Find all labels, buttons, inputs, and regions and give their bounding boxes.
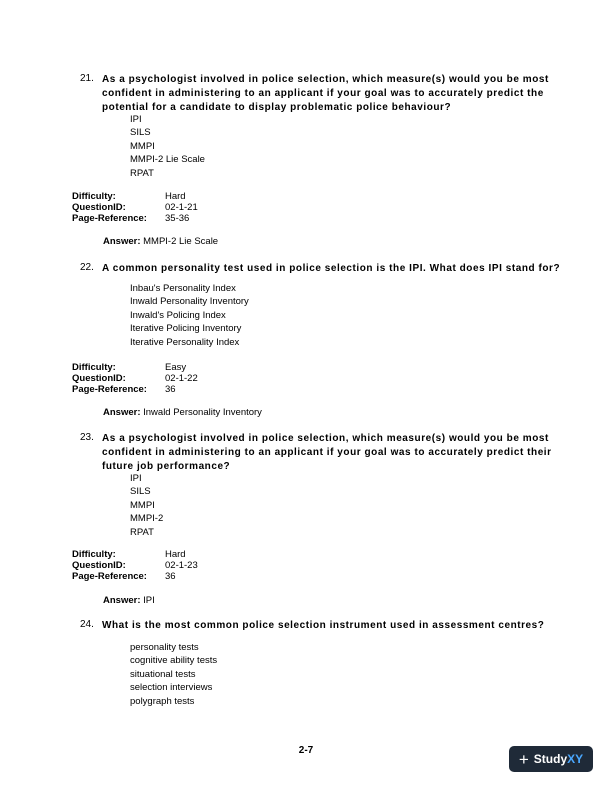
answer bbox=[103, 407, 262, 418]
option-item: IPI bbox=[130, 114, 142, 125]
answer bbox=[103, 595, 155, 606]
question-id-value: 02-1-22 bbox=[165, 373, 198, 385]
option-item: cognitive ability tests bbox=[130, 655, 218, 667]
answer-value: IPI bbox=[143, 595, 155, 606]
page-number: 2-7 bbox=[298, 745, 314, 756]
question-id-label: QuestionID: bbox=[72, 202, 126, 214]
question-text: What is the most common police selection instrument used in assessment centres? bbox=[102, 620, 545, 631]
answer-value: Inwald Personality Inventory bbox=[143, 407, 262, 418]
difficulty-label: Difficulty: bbox=[72, 549, 116, 560]
plus-icon: + bbox=[518, 749, 529, 769]
option-item: selection interviews bbox=[130, 682, 213, 694]
brand-accent: XY bbox=[567, 752, 584, 766]
page-reference-label: Page-Reference: bbox=[72, 213, 147, 225]
answer-label: Answer: bbox=[103, 595, 141, 606]
option-list bbox=[130, 472, 163, 539]
option-item: personality tests bbox=[130, 642, 199, 653]
answer bbox=[103, 236, 218, 247]
difficulty-label: Difficulty: bbox=[72, 191, 116, 202]
question-number: 21. bbox=[80, 73, 94, 84]
option-item: MMPI-2 bbox=[130, 513, 164, 525]
page-reference-label: Page-Reference: bbox=[72, 384, 147, 396]
question-text: As a psychologist involved in police selection, which measure(s) would you be most confident in administering to an applicant if your goal was to accurately predict the potential for a candidate to display problematic police behaviour? bbox=[102, 74, 549, 113]
option-item: situational tests bbox=[130, 668, 196, 680]
option-item: RPAT bbox=[130, 526, 154, 538]
option-item: polygraph tests bbox=[130, 695, 195, 707]
option-list bbox=[130, 113, 205, 180]
page-reference-value: 36 bbox=[165, 384, 176, 396]
option-list bbox=[130, 641, 217, 708]
option-item: MMPI bbox=[130, 140, 155, 152]
option-item: Inwald's Policing Index bbox=[130, 309, 226, 321]
option-item: MMPI-2 Lie Scale bbox=[130, 154, 205, 166]
studyxy-badge[interactable] bbox=[509, 746, 593, 772]
option-item: MMPI bbox=[130, 499, 155, 511]
answer-value: MMPI-2 Lie Scale bbox=[143, 236, 219, 247]
answer-label: Answer: bbox=[103, 236, 141, 247]
question-metadata bbox=[72, 362, 272, 396]
question-number: 23. bbox=[80, 432, 94, 443]
option-item: Iterative Personality Index bbox=[130, 336, 240, 348]
option-item: SILS bbox=[130, 127, 151, 139]
difficulty-value: Hard bbox=[165, 549, 186, 560]
question-text: As a psychologist involved in police selection, which measure(s) would you be most confident in administering to an applicant if your goal was to accurately predict their future job performance? bbox=[102, 433, 552, 472]
question-id-value: 02-1-23 bbox=[165, 560, 198, 572]
difficulty-value: Easy bbox=[165, 362, 187, 373]
question-id-value: 02-1-21 bbox=[165, 202, 198, 214]
question-id-label: QuestionID: bbox=[72, 373, 126, 385]
option-item: SILS bbox=[130, 486, 151, 498]
question-number: 24. bbox=[80, 619, 94, 630]
difficulty-label: Difficulty: bbox=[72, 362, 116, 373]
brand-main: Study bbox=[533, 752, 568, 766]
option-item: Iterative Policing Inventory bbox=[130, 323, 242, 335]
question-text: A common personality test used in police selection is the IPI. What does IPI stand for? bbox=[102, 263, 561, 274]
question-id-label: QuestionID: bbox=[72, 560, 126, 572]
option-item: Inbau's Personality Index bbox=[130, 283, 236, 294]
question-metadata bbox=[72, 549, 272, 583]
page-reference-value: 36 bbox=[165, 571, 176, 583]
page-reference-value: 35-36 bbox=[165, 213, 190, 225]
page-reference-label: Page-Reference: bbox=[72, 571, 147, 583]
option-item: IPI bbox=[130, 473, 142, 484]
question-metadata bbox=[72, 191, 272, 225]
question-number: 22. bbox=[80, 262, 94, 273]
option-item: Inwald Personality Inventory bbox=[130, 296, 249, 308]
option-item: RPAT bbox=[130, 167, 154, 179]
option-list bbox=[130, 282, 249, 349]
answer-label: Answer: bbox=[103, 407, 141, 418]
difficulty-value: Hard bbox=[165, 191, 186, 202]
